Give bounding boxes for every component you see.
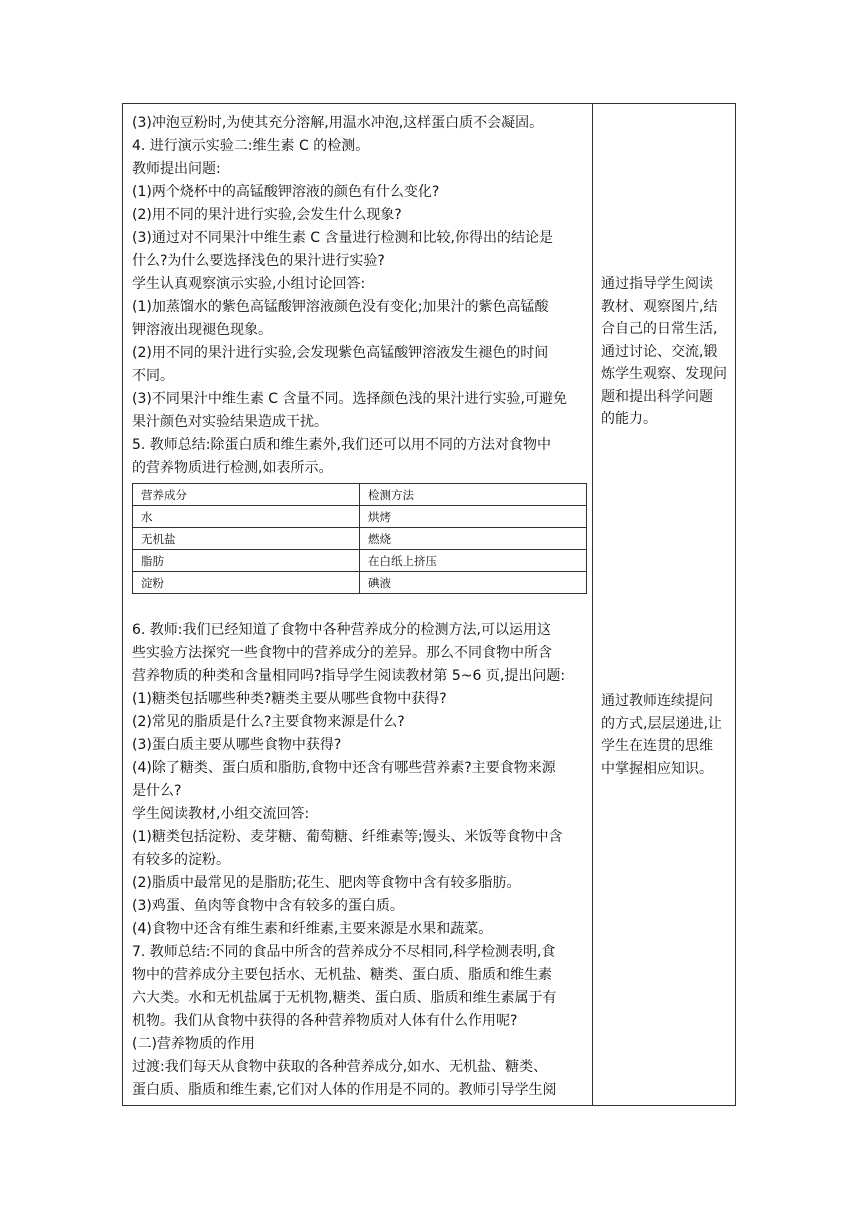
text-line: (2)脂质中最常见的是脂肪;花生、肥肉等食物中含有较多脂肪。 <box>132 875 521 891</box>
text-line: (1)两个烧杯中的高锰酸钾溶液的颜色有什么变化? <box>132 184 440 200</box>
text-line: (1)糖类包括哪些种类?糖类主要从哪些食物中获得? <box>132 691 447 707</box>
text-line: 的营养物质进行检测,如表所示。 <box>132 460 333 476</box>
text-line: (2)用不同的果汁进行实验,会发生什么现象? <box>132 207 402 223</box>
text-line: 中掌握相应知识。 <box>601 760 713 777</box>
table-cell: 无机盐 <box>133 528 360 550</box>
text-line: 有较多的淀粉。 <box>132 852 230 868</box>
spacer <box>132 594 594 619</box>
lesson-table <box>122 103 736 1106</box>
table-header-row <box>133 484 587 506</box>
table-cell: 烘烤 <box>360 506 587 528</box>
text-line: (4)食物中还含有维生素和纤维素,主要来源是水果和蔬菜。 <box>132 921 493 937</box>
text-line: 合自己的日常生活, <box>601 321 718 337</box>
table-cell: 淀粉 <box>133 572 360 594</box>
text-line: 教材、观察图片,结 <box>601 298 718 315</box>
text-line: (1)糖类包括淀粉、麦芽糖、葡萄糖、纤维素等;馒头、米饭等食物中含 <box>132 829 563 845</box>
table-cell: 在白纸上挤压 <box>360 550 587 572</box>
text-line: (1)加蒸馏水的紫色高锰酸钾溶液颜色没有变化;加果汁的紫色高锰酸 <box>132 299 549 315</box>
text-line: 机物。我们从食物中获得的各种营养物质对人体有什么作用呢? <box>132 1013 518 1029</box>
text-line: 7. 教师总结:不同的食品中所含的营养成分不尽相同,科学检测表明,食 <box>132 944 556 960</box>
text-line: 学生认真观察演示实验,小组讨论回答: <box>132 276 366 292</box>
text-line: (2)常见的脂质是什么?主要食物来源是什么? <box>132 714 405 730</box>
text-line: (2)用不同的果汁进行实验,会发现紫色高锰酸钾溶液发生褪色的时间 <box>132 345 549 361</box>
table-row <box>133 528 587 550</box>
text-line: 蛋白质、脂质和维生素,它们对人体的作用是不同的。教师引导学生阅 <box>132 1082 557 1098</box>
text-line: 通过教师连续提问 <box>601 693 713 709</box>
text-line: 题和提出科学问题 <box>601 388 713 405</box>
text-line: 教师提出问题: <box>132 161 221 177</box>
text-line: 营养物质的种类和含量相同吗?指导学生阅读教材第 5~6 页,提出问题: <box>132 668 566 684</box>
text-line: (4)除了糖类、蛋白质和脂肪,食物中还含有哪些营养素?主要食物来源 <box>132 760 556 776</box>
table-cell: 燃烧 <box>360 528 587 550</box>
table-cell: 脂肪 <box>133 550 360 572</box>
text-line: 些实验方法探究一些食物中的营养成分的差异。那么不同食物中所含 <box>132 645 552 661</box>
text-line: (3)鸡蛋、鱼肉等食物中含有较多的蛋白质。 <box>132 898 404 914</box>
text-line: 5. 教师总结:除蛋白质和维生素外,我们还可以用不同的方法对食物中 <box>132 437 551 453</box>
process-column <box>132 112 594 1102</box>
text-line: 的能力。 <box>601 411 657 427</box>
text-line: (3)冲泡豆粉时,为使其充分溶解,用温水冲泡,这样蛋白质不会凝固。 <box>132 115 544 131</box>
text-line: 学生在连贯的思维 <box>601 738 713 754</box>
table-cell: 水 <box>133 506 360 528</box>
text-line: 通过讨论、交流,锻 <box>601 343 718 360</box>
text-line: 6. 教师:我们已经知道了食物中各种营养成分的检测方法,可以运用这 <box>132 622 551 638</box>
text-line: 钾溶液出现褪色现象。 <box>132 322 272 338</box>
text-line: 通过指导学生阅读 <box>601 276 713 292</box>
text-line: 物中的营养成分主要包括水、无机盐、糖类、蛋白质、脂质和维生素 <box>132 967 552 983</box>
table-cell: 碘液 <box>360 572 587 594</box>
text-line: (3)蛋白质主要从哪些食物中获得? <box>132 737 342 753</box>
text-line: 是什么? <box>132 783 182 799</box>
text-line: (3)通过对不同果汁中维生素 C 含量进行检测和比较,你得出的结论是 <box>132 230 553 246</box>
text-line: (二)营养物质的作用 <box>132 1036 255 1052</box>
text-line: 4. 进行演示实验二:维生素 C 的检测。 <box>132 138 370 154</box>
table-row <box>133 550 587 572</box>
design-intent-note-1 <box>601 273 731 431</box>
process-text-bottom <box>132 619 594 1102</box>
table-header-cell: 营养成分 <box>133 484 360 506</box>
process-text-top <box>132 112 594 480</box>
text-line: 什么?为什么要选择浅色的果汁进行实验? <box>132 253 385 269</box>
text-line: 六大类。水和无机盐属于无机物,糖类、蛋白质、脂质和维生素属于有 <box>132 990 557 1006</box>
table-row <box>133 572 587 594</box>
detection-method-table <box>132 483 587 594</box>
table-row <box>133 506 587 528</box>
text-line: (3)不同果汁中维生素 C 含量不同。选择颜色浅的果汁进行实验,可避免 <box>132 391 567 407</box>
text-line: 炼学生观察、发现问 <box>601 366 727 382</box>
design-intent-note-2 <box>601 690 731 780</box>
text-line: 学生阅读教材,小组交流回答: <box>132 806 310 822</box>
text-line: 不同。 <box>132 368 174 384</box>
text-line: 过渡:我们每天从食物中获取的各种营养成分,如水、无机盐、糖类、 <box>132 1059 548 1075</box>
text-line: 的方式,层层递进,让 <box>601 715 722 732</box>
text-line: 果汁颜色对实验结果造成干扰。 <box>132 414 328 430</box>
table-header-cell: 检测方法 <box>360 484 587 506</box>
